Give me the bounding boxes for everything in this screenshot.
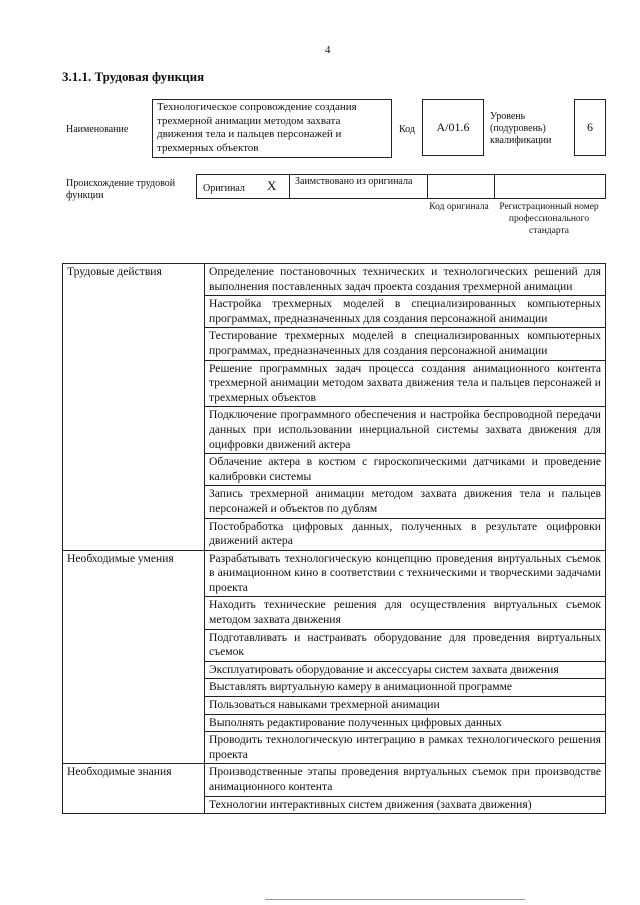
item-cell: Тестирование трехмерных моделей в специализированных компьютерных программах, предназначенных для создания персонажной анимации bbox=[205, 328, 606, 360]
category-cell: Необходимые знания bbox=[63, 764, 205, 814]
item-cell: Подключение программного обеспечения и настройка беспроводной передачи данных при использовании инерциальной системы захвата движения для оцифровки движений актера bbox=[205, 407, 606, 454]
page-number: 4 bbox=[325, 44, 331, 56]
category-cell: Необходимые умения bbox=[63, 550, 205, 764]
item-cell: Выставлять виртуальную камеру в анимационной программе bbox=[205, 679, 606, 697]
section-title: 3.1.1. Трудовая функция bbox=[62, 69, 205, 84]
origin-row bbox=[196, 174, 606, 199]
borrowed-cell bbox=[289, 174, 428, 199]
item-cell: Запись трехмерной анимации методом захвата движения тела и пальцев персонажей и объектов по дублям bbox=[205, 486, 606, 518]
code-label: Код bbox=[399, 124, 415, 135]
level-value-box: 6 bbox=[574, 99, 606, 156]
original-mark: X bbox=[267, 178, 277, 193]
name-label: Наименование bbox=[66, 124, 129, 135]
category-cell: Трудовые действия bbox=[63, 264, 205, 551]
item-cell: Облачение актера в костюм с гироскопическими датчиками и проведение калибровки системы bbox=[205, 454, 606, 486]
borrowed-label: Заимствовано из оригинала bbox=[295, 176, 413, 187]
labor-function-table bbox=[62, 263, 606, 814]
item-cell: Настройка трехмерных моделей в специализированных компьютерных программах, предназначенных для создания персонажной анимации bbox=[205, 296, 606, 328]
function-name-box: Технологическое сопровождение создания трехмерной анимации методом захвата движения тела и пальцев персонажей и трехмерных объектов bbox=[152, 99, 392, 158]
item-cell: Пользоваться навыками трехмерной анимации bbox=[205, 697, 606, 715]
level-label: Уровень (подуровень) квалификации bbox=[490, 111, 552, 146]
registration-number-label: Регистрационный номер профессионального стандарта bbox=[499, 202, 599, 236]
item-cell: Находить технические решения для осуществления виртуальных съемок методом захвата движения bbox=[205, 597, 606, 629]
original-label: Оригинал bbox=[203, 183, 245, 194]
table-row bbox=[63, 764, 606, 796]
registration-number-cell bbox=[494, 174, 606, 199]
item-cell: Постобработка цифровых данных, полученных в результате оцифровки движений актера bbox=[205, 518, 606, 550]
original-cell bbox=[196, 174, 290, 199]
item-cell: Технологии интерактивных систем движения (захвата движения) bbox=[205, 796, 606, 814]
item-cell: Эксплуатировать оборудование и аксессуары систем захвата движения bbox=[205, 661, 606, 679]
table-row bbox=[63, 264, 606, 296]
item-cell: Определение постановочных технических и технологических решений для выполнения поставленных задач проекта создания трехмерной анимации bbox=[205, 264, 606, 296]
item-cell: Решение программных задач процесса создания анимационного контента трехмерной анимации методом захвата движения тела и пальцев персонажей и трехмерных объектов bbox=[205, 360, 606, 407]
item-cell: Выполнять редактирование полученных цифровых данных bbox=[205, 714, 606, 732]
origin-label: Происхождение трудовой функции bbox=[66, 178, 176, 201]
code-original-label: Код оригинала bbox=[429, 202, 489, 212]
item-cell: Проводить технологическую интеграцию в рамках технологического решения проекта bbox=[205, 732, 606, 764]
code-value-box: А/01.6 bbox=[422, 99, 484, 156]
footer-line bbox=[265, 899, 525, 900]
item-cell: Подготавливать и настраивать оборудование для проведения виртуальных съемок bbox=[205, 629, 606, 661]
table-row bbox=[63, 550, 606, 597]
item-cell: Производственные этапы проведения виртуальных съемок при производстве анимационного контента bbox=[205, 764, 606, 796]
code-original-cell bbox=[427, 174, 495, 199]
item-cell: Разрабатывать технологическую концепцию проведения виртуальных съемок в анимационном кино в соответствии с техническими и творческими задачами проекта bbox=[205, 550, 606, 597]
